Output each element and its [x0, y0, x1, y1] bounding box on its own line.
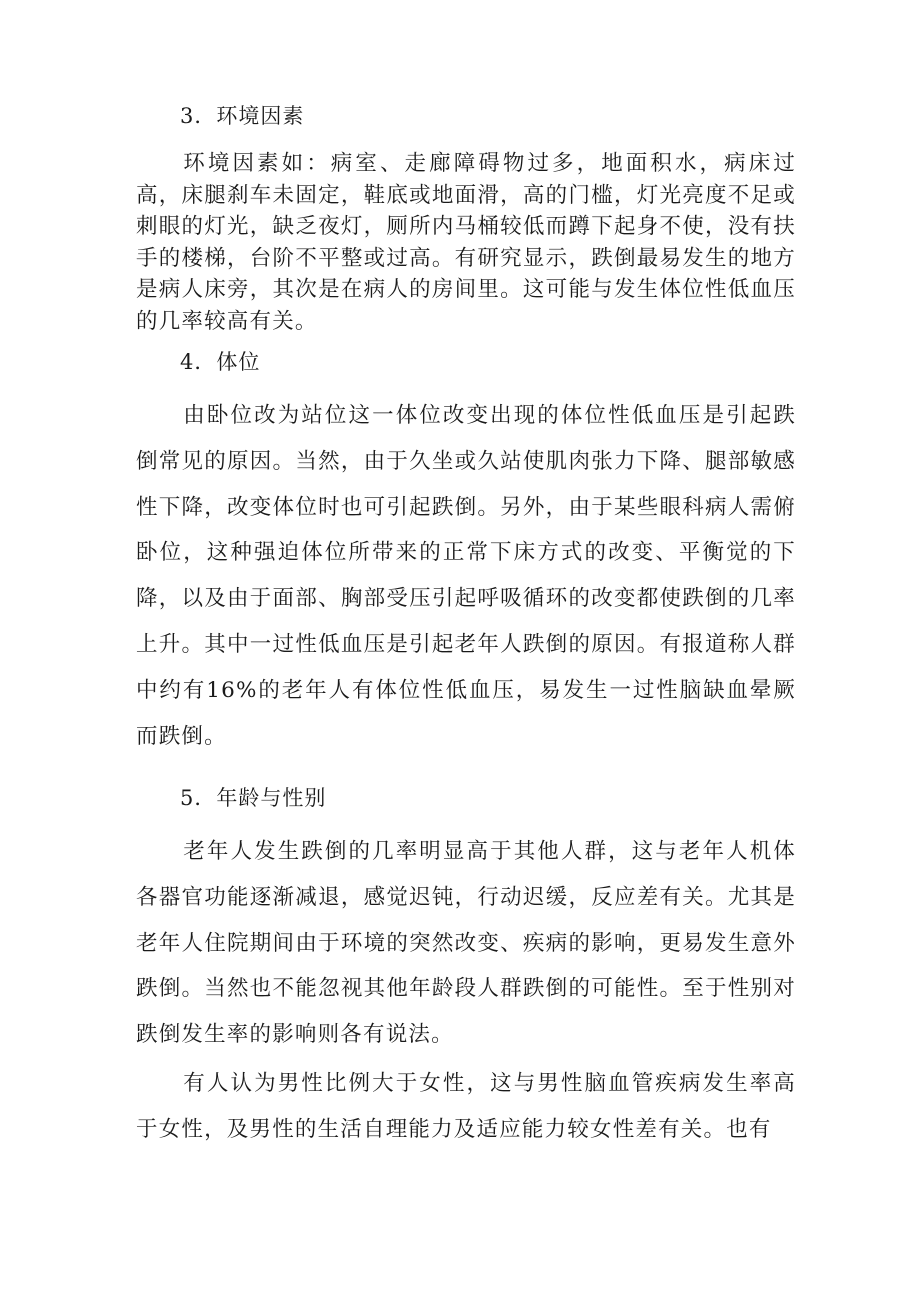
section-heading-environment: 3．环境因素: [180, 104, 305, 128]
paragraph-posture: 由卧位改为站位这一体位改变出现的体位性低血压是引起跌倒常见的原因。当然，由于久坐或久站使肌肉张力下降、腿部敏感性下降，改变体位时也可引起跌倒。另外，由于某些眼科病人需俯卧位，这种强迫体位所带来的正常下床方式的改变、平衡觉的下降，以及由于面部、胸部受压引起呼吸循环的改变都使跌倒的几率上升。其中一过性低血压是引起老年人跌倒的原因。有报道称人群中约有16%的老年人有体位性低血压，易发生一过性脑缺血晕厥而跌倒。: [136, 403, 796, 749]
paragraph-environment: 环境因素如：病室、走廊障碍物过多，地面积水，病床过高，床腿刹车未固定，鞋底或地面滑，高的门槛，灯光亮度不足或刺眼的灯光，缺乏夜灯，厕所内马桶较低而蹲下起身不使，没有扶手的楼梯，台阶不平整或过高。有研究显示，跌倒最易发生的地方是病人床旁，其次是在病人的房间里。这可能与发生体位性低血压的几率较高有关。: [136, 151, 796, 334]
paragraph-age: 老年人发生跌倒的几率明显高于其他人群，这与老年人机体各器官功能逐渐减退，感觉迟钝，行动迟缓，反应差有关。尤其是老年人住院期间由于环境的突然改变、疾病的影响，更易发生意外跌倒。当然也不能忽视其他年龄段人群跌倒的可能性。至于性别对跌倒发生率的影响则各有说法。: [136, 839, 796, 1048]
paragraph-gender: 有人认为男性比例大于女性，这与男性脑血管疾病发生率高于女性，及男性的生活自理能力及适应能力较女性差有关。也有: [136, 1071, 796, 1142]
section-heading-posture: 4．体位: [180, 350, 261, 374]
section-heading-age-gender: 5．年龄与性别: [180, 786, 327, 810]
